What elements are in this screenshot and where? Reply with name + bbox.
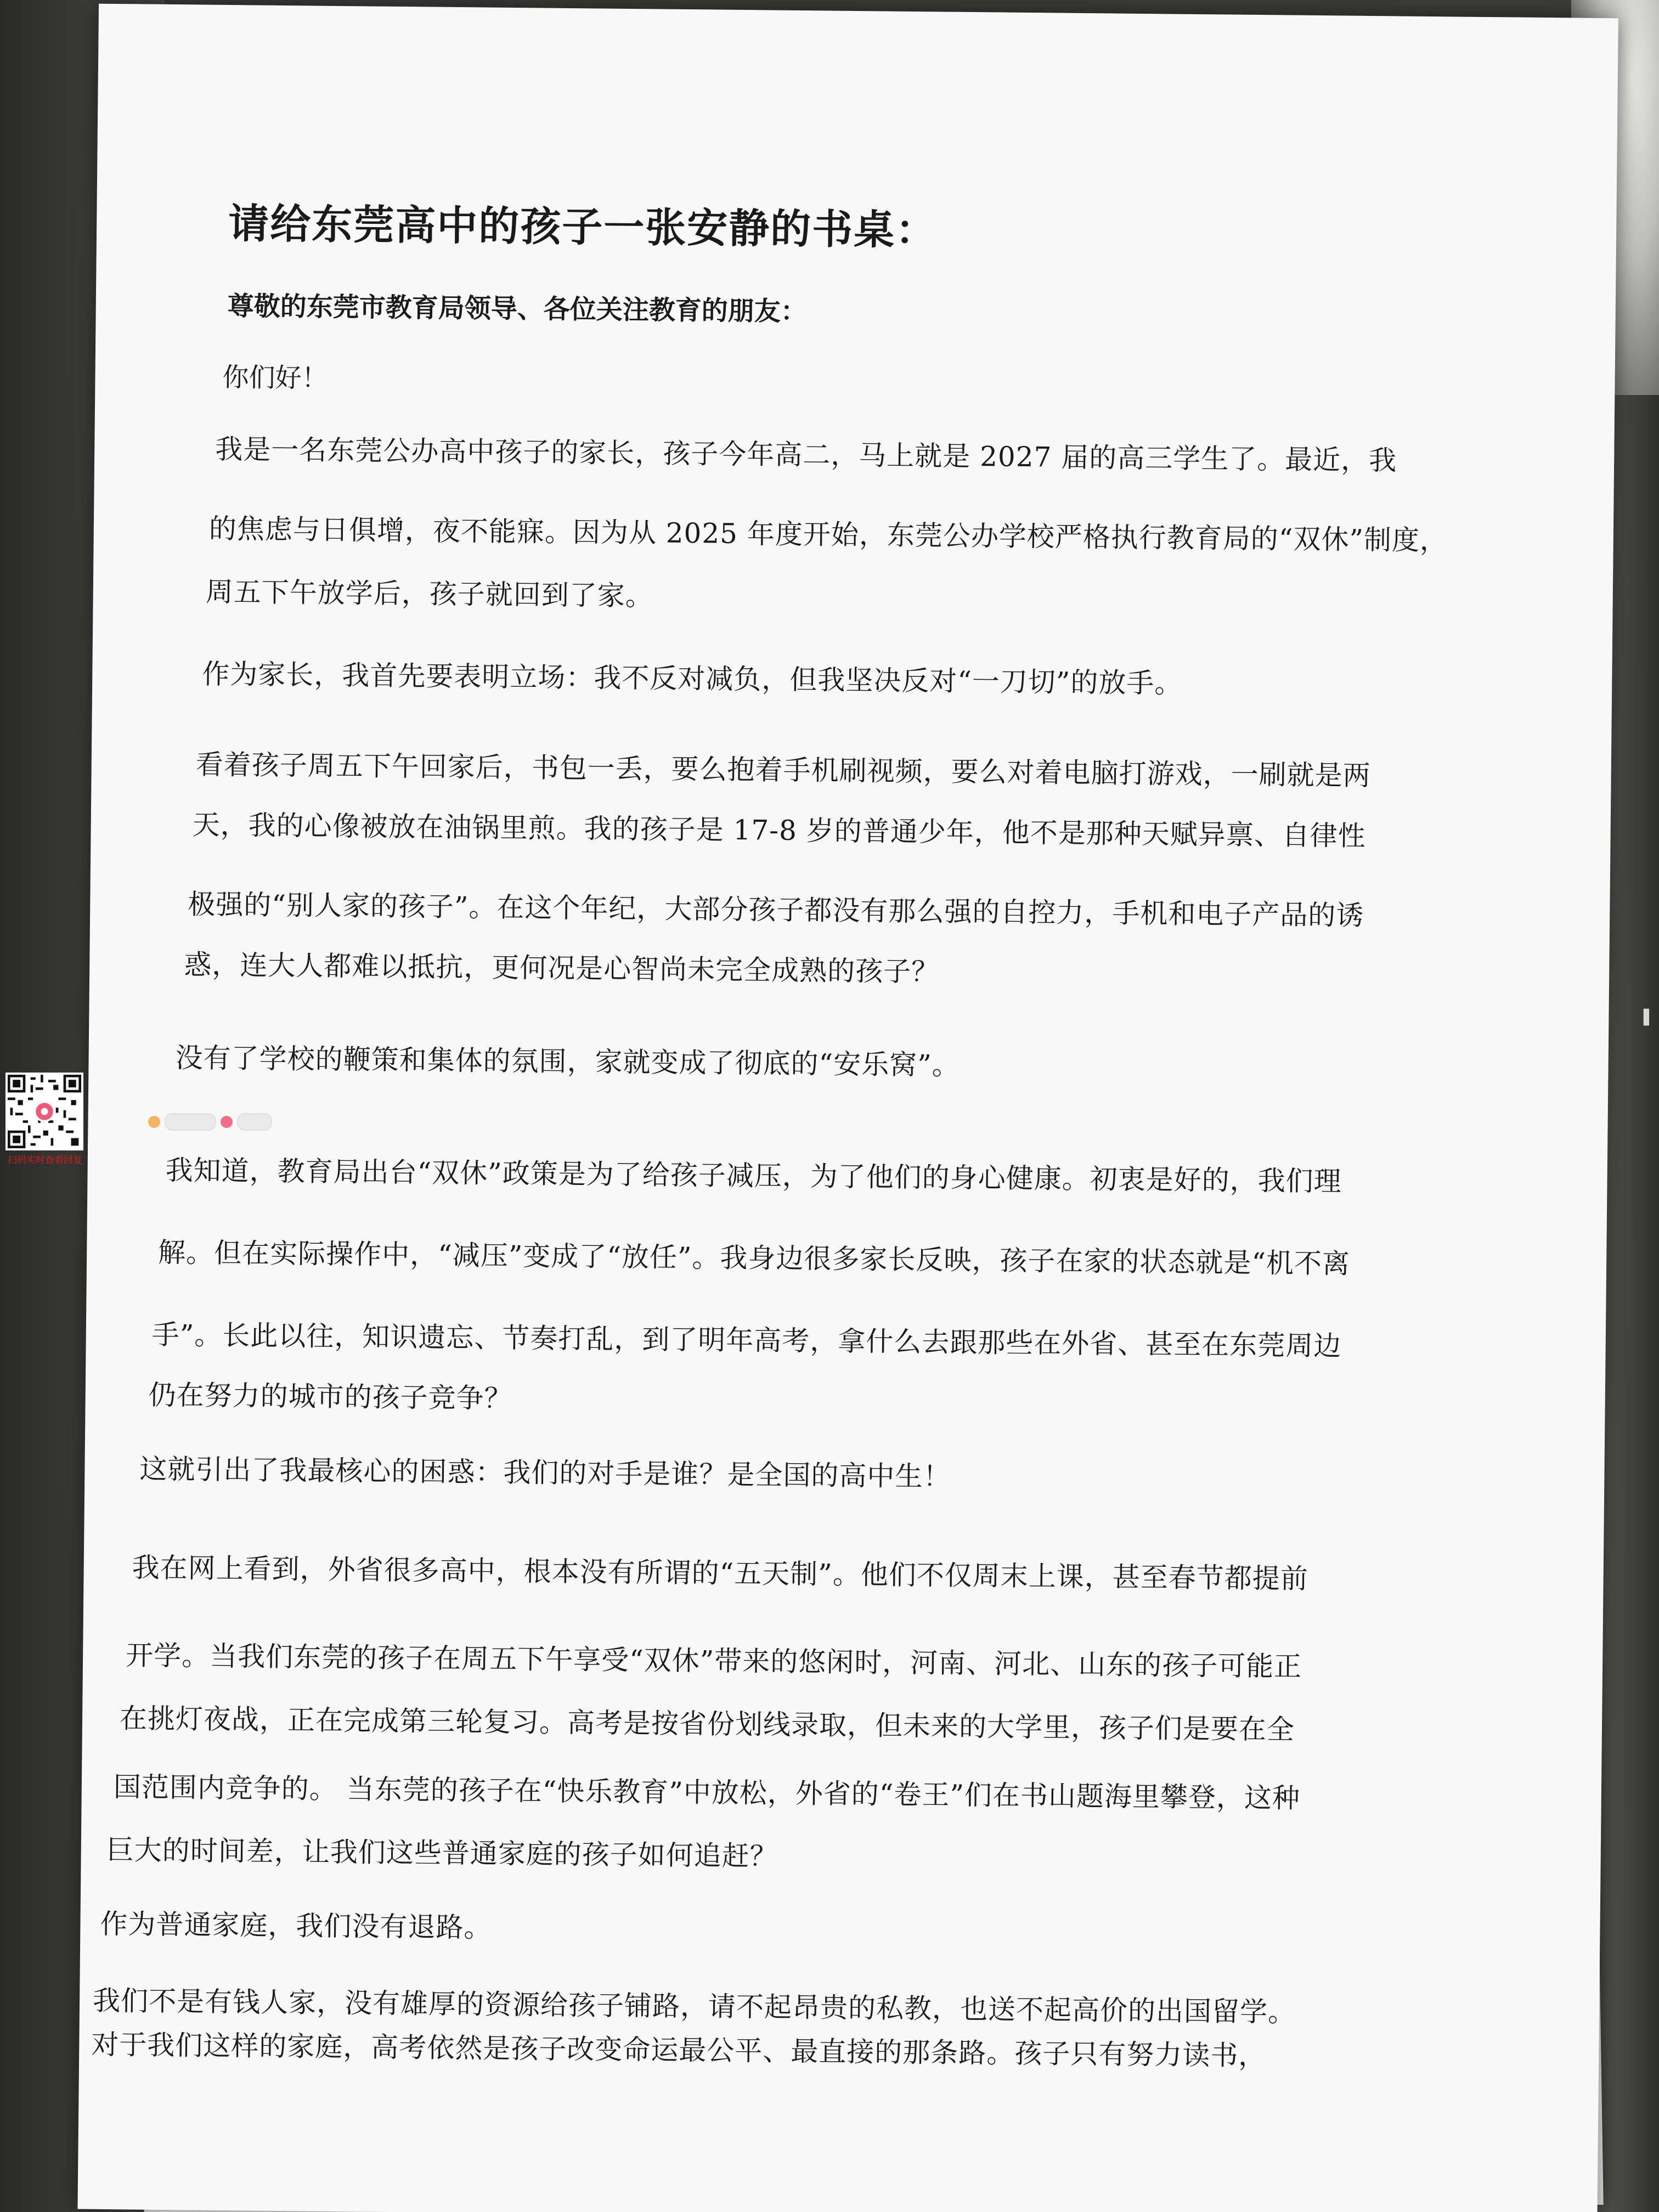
letter-title: 请给东莞高中的孩子一张安静的书桌： [228, 200, 938, 255]
body-line: 对于我们这样的家庭，高考依然是孩子改变命运最公平、最直接的那条路。孩子只有努力读书， [91, 2028, 1267, 2072]
body-line: 看着孩子周五下午回家后，书包一丢，要么抱着手机刷视频，要么对着电脑打游戏，一刷就是两 [195, 748, 1371, 792]
body-line: 国范围内竞争的。 当东莞的孩子在“快乐教育”中放松，外省的“卷王”们在书山题海里攀登，这种 [113, 1771, 1301, 1814]
letter-greeting: 你们好！ [222, 362, 328, 394]
app-watermark [148, 1114, 272, 1130]
qr-caption: 扫码实时查看回复 [8, 1155, 82, 1166]
qr-code[interactable] [5, 1073, 83, 1150]
body-line: 开学。当我们东莞的孩子在周五下午享受“双休”带来的悠闲时，河南、河北、山东的孩子可能正 [125, 1639, 1302, 1683]
body-line: 这就引出了我最核心的困惑：我们的对手是谁？是全国的高中生！ [139, 1453, 951, 1493]
letter-content [77, 4, 1618, 2212]
body-line: 没有了学校的鞭策和集体的氛围，家就变成了彻底的“安乐窝”。 [175, 1042, 960, 1081]
body-line: 我在网上看到，外省很多高中，根本没有所谓的“五天制”。他们不仅周末上课，甚至春节都提前 [132, 1551, 1309, 1595]
body-line: 我知道，教育局出台“双休”政策是为了给孩子减压，为了他们的身心健康。初衷是好的，我们理 [165, 1154, 1342, 1198]
body-line: 作为家长，我首先要表明立场：我不反对减负，但我坚决反对“一刀切”的放手。 [202, 658, 1183, 699]
body-line: 巨大的时间差，让我们这些普通家庭的孩子如何追赶？ [106, 1833, 778, 1872]
body-line: 极强的“别人家的孩子”。在这个年纪，大部分孩子都没有那么强的自控力，手机和电子产品的诱 [188, 888, 1364, 932]
body-line: 惑，连大人都难以抵抗，更何况是心智尚未完全成熟的孩子？ [183, 949, 940, 988]
watermark-badge-icon [221, 1116, 233, 1128]
qr-code-icon [8, 1075, 81, 1148]
watermark-logo-icon [148, 1116, 160, 1128]
body-line: 周五下午放学后，孩子就回到了家。 [205, 575, 654, 612]
watermark-pill [237, 1113, 272, 1131]
edge-mark: ▌ [1644, 1009, 1655, 1026]
letter-salutation: 尊敬的东莞市教育局领导、各位关注教育的朋友： [227, 290, 808, 328]
letter-page [77, 4, 1618, 2212]
watermark-pill [165, 1113, 216, 1131]
body-line: 我是一名东莞公办高中孩子的家长，孩子今年高二，马上就是 2027 届的高三学生了。最近，我 [215, 433, 1397, 477]
body-line: 在挑灯夜战，正在完成第三轮复习。高考是按省份划线录取，但未来的大学里，孩子们是要在全 [119, 1702, 1295, 1746]
body-line: 我们不是有钱人家，没有雄厚的资源给孩子铺路，请不起昂贵的私教，也送不起高价的出国留学。 [92, 1984, 1296, 2028]
body-line: 解。但在实际操作中，“减压”变成了“放任”。我身边很多家长反映，孩子在家的状态就是“机不离 [157, 1236, 1351, 1280]
body-line: 作为普通家庭，我们没有退路。 [100, 1908, 492, 1944]
body-line: 手”。长此以往，知识遗忘、节奏打乱，到了明年高考，拿什么去跟那些在外省、甚至在东莞周边 [151, 1318, 1342, 1362]
body-line: 仍在努力的城市的孩子竞争？ [148, 1379, 512, 1415]
body-line: 的焦虑与日俱增，夜不能寐。因为从 2025 年度开始，东莞公办学校严格执行教育局的“双休”制度， [208, 512, 1448, 557]
body-line: 天，我的心像被放在油锅里煎。我的孩子是 17-8 岁的普通少年，他不是那种天赋异禀、自律性 [192, 809, 1367, 852]
